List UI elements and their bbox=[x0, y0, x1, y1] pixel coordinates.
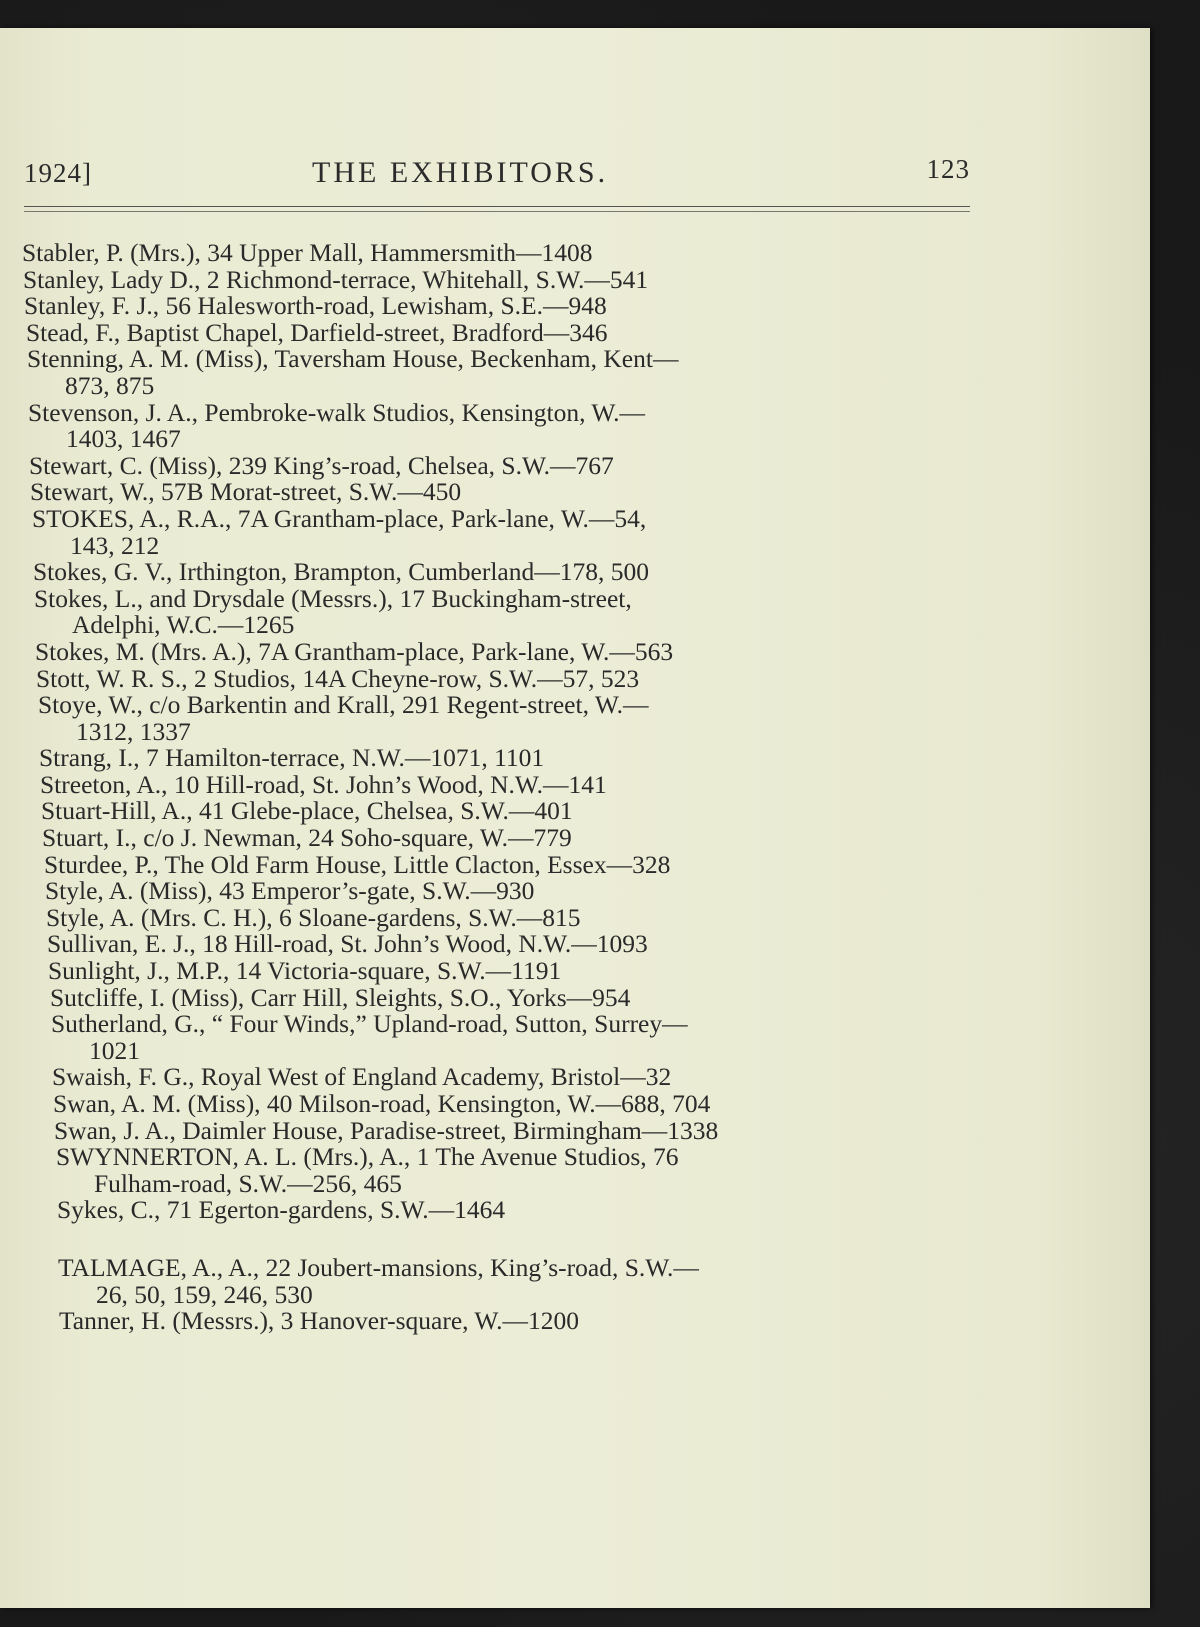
exhibitor-entry bbox=[29, 450, 982, 480]
entry-line: Style, A. (Mrs. C. H.), 6 Sloane-gardens, S.W.—815 bbox=[46, 902, 581, 932]
exhibitor-entry bbox=[46, 902, 982, 932]
exhibitor-entry bbox=[48, 958, 982, 985]
exhibitor-entry bbox=[54, 1115, 982, 1145]
exhibitor-entry bbox=[36, 663, 982, 693]
exhibitor-entry bbox=[26, 317, 982, 347]
header-year: 1924] bbox=[24, 158, 92, 188]
entry-line: Sunlight, J., M.P., 14 Victoria-square, S.W.—1191 bbox=[48, 956, 562, 986]
exhibitor-entry bbox=[39, 745, 982, 772]
entry-line: Stoye, W., c/o Barkentin and Krall, 291 Regent-street, W.— bbox=[38, 690, 649, 720]
header-rule bbox=[24, 206, 970, 212]
exhibitor-entry bbox=[24, 293, 982, 320]
exhibitor-entry bbox=[35, 636, 982, 666]
exhibitor-entry bbox=[27, 346, 982, 399]
entry-line: Stokes, L., and Drysdale (Messrs.), 17 Buckingham-street, bbox=[34, 583, 632, 613]
exhibitor-entry bbox=[32, 503, 982, 560]
exhibitor-entry bbox=[28, 397, 982, 454]
exhibitor-entry bbox=[45, 878, 982, 905]
exhibitor-entry bbox=[23, 264, 982, 294]
entry-continuation-line: 1403, 1467 bbox=[66, 424, 181, 454]
entry-continuation-line: 1312, 1337 bbox=[76, 716, 191, 746]
running-head bbox=[24, 152, 970, 202]
exhibitor-entry bbox=[50, 982, 982, 1012]
entry-line: Stott, W. R. S., 2 Studios, 14A Cheyne-row, S.W.—57, 523 bbox=[36, 663, 640, 693]
exhibitor-entry bbox=[58, 1252, 982, 1309]
exhibitor-entry bbox=[22, 240, 982, 267]
entry-line: Style, A. (Miss), 43 Emperor’s-gate, S.W.—930 bbox=[45, 876, 535, 906]
exhibitor-entry bbox=[38, 692, 982, 745]
entry-line: Swan, J. A., Daimler House, Paradise-street, Birmingham—1338 bbox=[54, 1115, 719, 1145]
entry-line: Stanley, Lady D., 2 Richmond-terrace, Whitehall, S.W.—541 bbox=[23, 264, 649, 294]
exhibitor-entry bbox=[41, 798, 982, 825]
page-number: 123 bbox=[926, 154, 970, 184]
exhibitor-entry bbox=[57, 1197, 982, 1224]
book-page bbox=[0, 28, 1150, 1608]
entry-line: Sturdee, P., The Old Farm House, Little Clacton, Essex—328 bbox=[44, 849, 671, 879]
entry-line: STOKES, A., R.A., 7A Grantham-place, Park-lane, W.—54, bbox=[32, 503, 647, 533]
entry-line: Stabler, P. (Mrs.), 34 Upper Mall, Hammersmith—1408 bbox=[22, 238, 593, 267]
entry-line: Stenning, A. M. (Miss), Taversham House, Beckenham, Kent— bbox=[27, 344, 679, 374]
exhibitor-list bbox=[22, 240, 982, 1335]
entry-line: Sykes, C., 71 Egerton-gardens, S.W.—1464 bbox=[57, 1195, 506, 1225]
entry-line: Stead, F., Baptist Chapel, Darfield-street, Bradford—346 bbox=[26, 317, 608, 347]
exhibitor-entry bbox=[47, 931, 982, 958]
entry-continuation-line: Fulham-road, S.W.—256, 465 bbox=[94, 1168, 402, 1198]
entry-line: Swaish, F. G., Royal West of England Academy, Bristol—32 bbox=[52, 1062, 672, 1092]
entry-line: Stewart, W., 57B Morat-street, S.W.—450 bbox=[30, 477, 462, 507]
entry-line: Stewart, C. (Miss), 239 King’s-road, Chelsea, S.W.—767 bbox=[29, 450, 614, 480]
entry-continuation-line: 1021 bbox=[89, 1035, 140, 1065]
entry-line: Sutherland, G., “ Four Winds,” Upland-road, Sutton, Surrey— bbox=[51, 1009, 688, 1039]
entry-line: TALMAGE, A., A., 22 Joubert-mansions, King’s-road, S.W.— bbox=[58, 1252, 699, 1282]
entry-line: Stokes, M. (Mrs. A.), 7A Grantham-place, Park-lane, W.—563 bbox=[35, 636, 674, 666]
entry-line: Streeton, A., 10 Hill-road, St. John’s Wood, N.W.—141 bbox=[40, 769, 607, 799]
entry-continuation-line: 873, 875 bbox=[65, 370, 155, 400]
entry-continuation-line: 26, 50, 159, 246, 530 bbox=[96, 1279, 313, 1309]
exhibitor-entry bbox=[53, 1091, 982, 1118]
entry-line: Tanner, H. (Messrs.), 3 Hanover-square, W.—1200 bbox=[59, 1306, 580, 1336]
exhibitor-entry bbox=[52, 1064, 982, 1091]
entry-line: Strang, I., 7 Hamilton-terrace, N.W.—1071, 1101 bbox=[39, 743, 545, 773]
exhibitor-entry bbox=[44, 849, 982, 879]
entry-line: Stokes, G. V., Irthington, Brampton, Cumberland—178, 500 bbox=[33, 557, 649, 587]
entry-line: Swan, A. M. (Miss), 40 Milson-road, Kensington, W.—688, 704 bbox=[53, 1089, 711, 1118]
entry-line: Stuart-Hill, A., 41 Glebe-place, Chelsea, S.W.—401 bbox=[41, 796, 573, 826]
exhibitor-entry bbox=[34, 583, 982, 640]
entry-line: Stuart, I., c/o J. Newman, 24 Soho-square, W.—779 bbox=[42, 823, 572, 853]
exhibitor-entry bbox=[33, 559, 982, 586]
entry-continuation-line: 143, 212 bbox=[70, 530, 160, 560]
entry-continuation-line: Adelphi, W.C.—1265 bbox=[72, 610, 295, 640]
entry-line: Stevenson, J. A., Pembroke-walk Studios, Kensington, W.— bbox=[28, 397, 645, 427]
exhibitor-entry bbox=[42, 825, 982, 852]
exhibitor-entry bbox=[30, 479, 982, 506]
exhibitor-entry bbox=[51, 1011, 982, 1064]
exhibitor-entry bbox=[59, 1308, 982, 1335]
exhibitor-entry bbox=[56, 1144, 982, 1197]
entry-line: Sutcliffe, I. (Miss), Carr Hill, Sleights, S.O., Yorks—954 bbox=[50, 982, 631, 1012]
page-title: THE EXHIBITORS. bbox=[312, 156, 609, 189]
entry-line: Stanley, F. J., 56 Halesworth-road, Lewisham, S.E.—948 bbox=[24, 291, 607, 321]
entry-line: Sullivan, E. J., 18 Hill-road, St. John’s Wood, N.W.—1093 bbox=[47, 929, 648, 959]
entry-line: SWYNNERTON, A. L. (Mrs.), A., 1 The Avenue Studios, 76 bbox=[56, 1142, 679, 1172]
exhibitor-entry bbox=[40, 769, 982, 799]
